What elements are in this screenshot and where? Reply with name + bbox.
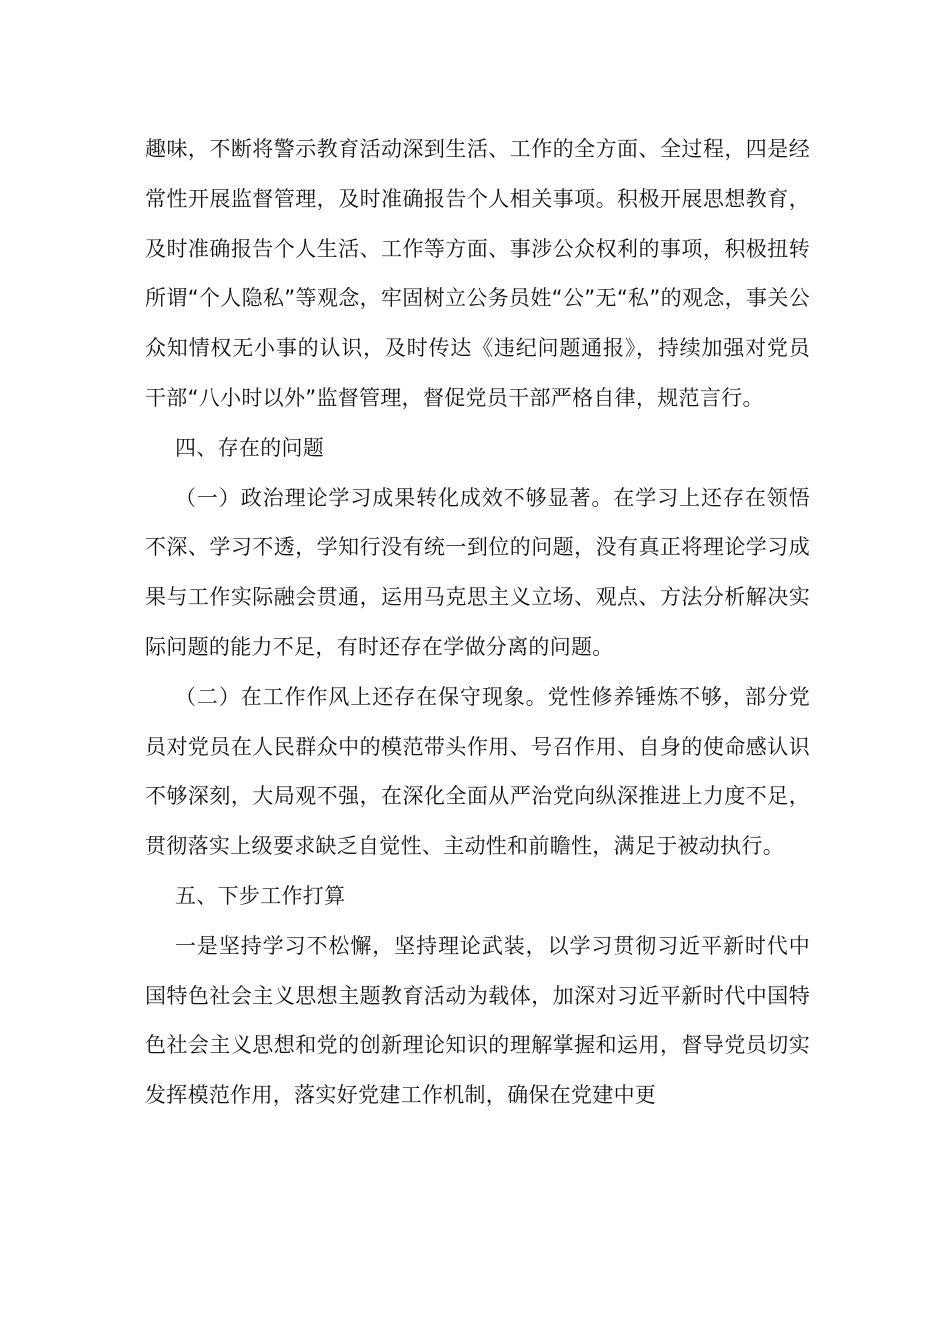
paragraph-issue-1: （一）政治理论学习成果转化成效不够显著。在学习上还存在领悟不深、学习不透，学知行没有统一到位的问题，没有真正将理论学习成果与工作实际融会贯通，运用马克思主义立场、观点、方法分析解决实际问题的能力不足，有时还存在学做分离的问题。 [145, 485, 810, 659]
paragraph-issue-2: （二）在工作作风上还存在保守现象。党性修养锤炼不够，部分党员对党员在人民群众中的模范带头作用、号召作用、自身的使命感认识不够深刻，大局观不强，在深化全面从严治党向纵深推进上力度不足，贯彻落实上级要求缺乏自觉性、主动性和前瞻性，满足于被动执行。 [145, 684, 810, 859]
section-heading-4: 四、存在的问题 [175, 435, 325, 460]
paragraph-continuation: 趣味，不断将警示教育活动深到生活、工作的全方面、全过程，四是经常性开展监督管理，及时准确报告个人相关事项。积极开展思想教育，及时准确报告个人生活、工作等方面、事涉公众权利的事项，积极扭转所谓“个人隐私”等观念，牢固树立公务员姓“公”无“私”的观念，事关公众知情权无小事的认识，及时传达《违纪问题通报》，持续加强对党员干部“八小时以外”监督管理，督促党员干部严格自律，规范言行。 [145, 137, 810, 410]
section-heading-5: 五、下步工作打算 [175, 883, 346, 908]
document-body [145, 125, 810, 1121]
paragraph-plan-1: 一是坚持学习不松懈，坚持理论武装，以学习贯彻习近平新时代中国特色社会主义思想主题教育活动为载体，加深对习近平新时代中国特色社会主义思想和党的创新理论知识的理解掌握和运用，督导党员切实发挥模范作用，落实好党建工作机制，确保在党建中更 [145, 933, 810, 1108]
